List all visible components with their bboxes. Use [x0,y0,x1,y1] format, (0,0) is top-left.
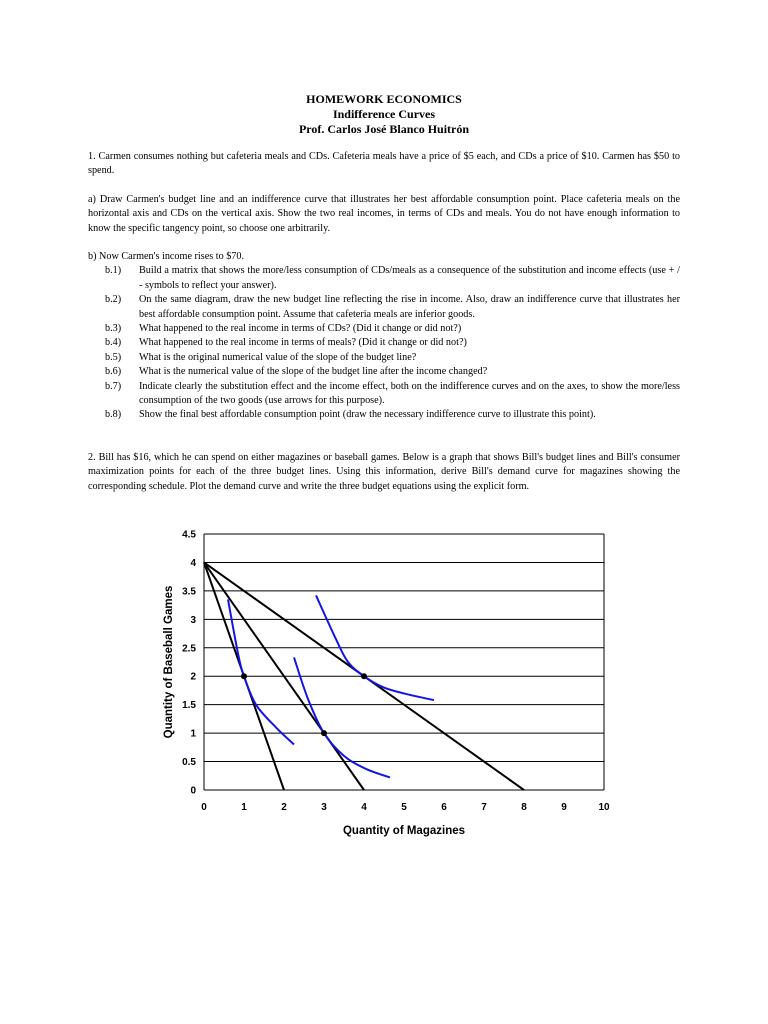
item-text: What is the original numerical value of the slope of the budget line? [139,351,417,363]
consumer-optimum-point [241,673,247,679]
item-number: b.1) [105,265,122,277]
x-tick-label: 10 [598,802,610,813]
item-number: b.7) [105,380,122,392]
x-tick-label: 7 [481,802,487,813]
budget-lines-chart [150,522,630,852]
question-1-intro: 1. Carmen consumes nothing but cafeteria meals and CDs. Cafeteria meals have a price of $5 each, and CDs a price of $10. Carmen has $50 to spend. [88,151,680,177]
item-text: On the same diagram, draw the new budget line reflecting the rise in income. Also, draw an indifference curve that illustrates her best affordable consumption point. Assume that cafeteria meals are inferior goods. [139,294,680,320]
x-tick-label: 2 [281,802,287,813]
x-tick-label: 5 [401,802,407,813]
indifference-curves [228,595,434,777]
item-number: b.2) [105,294,122,306]
question-1b-item [88,365,680,379]
chart-grid [204,534,604,790]
item-number: b.6) [105,366,122,378]
item-number: b.8) [105,409,122,421]
item-text: Indicate clearly the substitution effect and the income effect, both on the indifference curves and on the axes, to show the more/less consumption of the two goods (use arrows for this purpose). [139,380,680,407]
document-author: Prof. Carlos José Blanco Huitrón [298,122,470,136]
y-tick-label: 1.5 [182,700,196,712]
question-1b-item [88,380,680,409]
x-tick-label: 6 [441,802,447,813]
y-axis-label: Quantity of Baseball Games [163,585,175,739]
x-tick-label: 8 [521,802,527,813]
question-1b [88,250,680,423]
x-tick-labels [201,802,610,813]
question-1b-item [88,293,680,322]
y-tick-label: 3.5 [182,586,196,598]
consumer-optimum-point [361,673,367,679]
y-tick-label: 4.5 [182,529,196,541]
document-title: HOMEWORK ECONOMICS [306,92,462,106]
item-text: What is the numerical value of the slope of the budget line after the income changed? [139,366,488,378]
y-tick-label: 0 [190,785,196,797]
x-tick-label: 3 [321,802,327,813]
document-subtitle: Indifference Curves [332,107,436,121]
x-tick-label: 9 [561,802,567,813]
question-2: 2. Bill has $16, which he can spend on either magazines or baseball games. Below is a graph that shows Bill's budget lines and Bill's consumer maximization points for each of the three budget lines. Using this information, derive Bill's demand curve for magazines showing the corresponding schedule. Plot the demand curve and write the three budget equations using the explicit form. [88,452,680,492]
question-1b-intro: b) Now Carmen's income rises to $70. [88,251,245,262]
y-tick-label: 1 [190,728,196,740]
question-1b-item [88,336,680,350]
item-text: What happened to the real income in terms of meals? (Did it change or did not?) [139,337,467,349]
x-axis-label: Quantity of Magazines [342,825,466,837]
item-number: b.4) [105,337,122,349]
y-tick-label: 4 [190,557,196,569]
y-tick-label: 2.5 [182,643,196,655]
question-1b-item [88,322,680,336]
item-text: Show the final best affordable consumption point (draw the necessary indifference curve to illustrate this point). [139,409,596,421]
question-1b-item [88,351,680,365]
consumer-optimum-point [321,730,327,736]
question-1b-item [88,408,680,422]
item-text: What happened to the real income in terms of CDs? (Did it change or did not?) [139,323,462,335]
question-1b-item [88,264,680,293]
x-tick-label: 1 [241,802,247,813]
x-tick-label: 0 [201,802,207,813]
y-tick-labels [182,530,196,797]
x-tick-label: 4 [361,802,367,813]
y-tick-label: 2 [190,671,196,683]
item-number: b.3) [105,323,122,335]
y-tick-label: 3 [190,614,196,626]
question-1a: a) Draw Carmen's budget line and an indifference curve that illustrates her best affordable consumption point. Place cafeteria meals on the horizontal axis and CDs on the vertical axis. Show the two real incomes, in terms of CDs and meals. You do not have enough information to know the specific tangency point, so choose one arbitrarily. [88,194,680,234]
chart-svg [150,522,630,852]
item-number: b.5) [105,351,122,363]
item-text: Build a matrix that shows the more/less consumption of CDs/meals as a consequence of the substitution and income effects (use + / - symbols to reflect your answer). [139,265,680,291]
y-tick-label: 0.5 [182,757,196,769]
document-header [0,92,768,137]
